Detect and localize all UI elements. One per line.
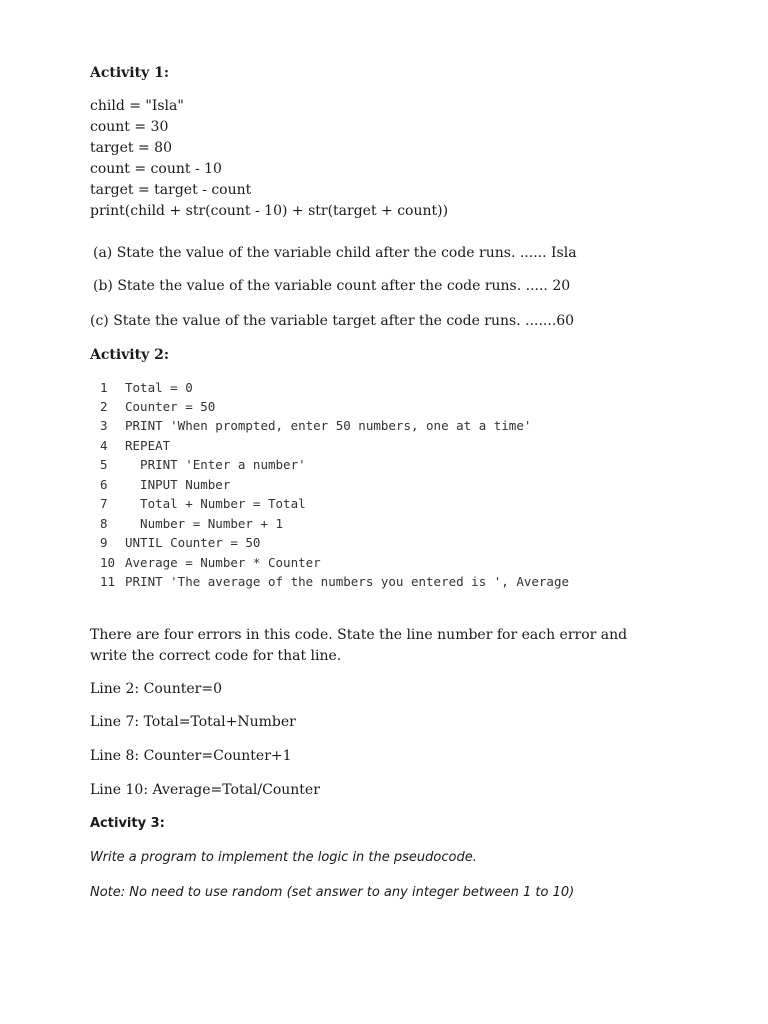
line-code: Number = Number + 1	[125, 516, 284, 531]
pseudocode-line	[100, 555, 321, 570]
pseudocode-line	[100, 457, 306, 472]
pseudocode-line	[100, 535, 260, 550]
line-code: REPEAT	[125, 438, 171, 453]
line-number: 6	[100, 477, 108, 492]
activity1-question-b: (b) State the value of the variable count after the code runs. ..... 20	[93, 278, 571, 294]
activity1-code-line: print(child + str(count - 10) + str(target + count))	[90, 203, 449, 219]
line-number: 4	[100, 438, 108, 453]
line-number: 11	[100, 574, 116, 589]
line-code: Average = Number * Counter	[125, 555, 321, 570]
activity2-answer: Line 7: Total=Total+Number	[90, 714, 296, 730]
line-number: 2	[100, 399, 108, 414]
line-number: 3	[100, 418, 108, 433]
pseudocode-line	[100, 438, 170, 453]
activity1-question-a: (a) State the value of the variable child after the code runs. ...... Isla	[93, 245, 577, 261]
pseudocode-line	[100, 477, 230, 492]
line-number: 5	[100, 457, 108, 472]
line-number: 7	[100, 496, 108, 511]
line-code: INPUT Number	[125, 477, 231, 492]
pseudocode-line	[100, 418, 531, 433]
line-number: 9	[100, 535, 108, 550]
line-code: Total = 0	[125, 380, 193, 395]
activity1-code-line: count = 30	[90, 119, 169, 135]
activity1-code-line: target = 80	[90, 140, 172, 156]
activity1-code-line: target = target - count	[90, 182, 252, 198]
activity2-answer: Line 8: Counter=Counter+1	[90, 748, 292, 764]
activity3-note: Note: No need to use random (set answer to any integer between 1 to 10)	[90, 885, 575, 900]
activity3-heading: Activity 3:	[90, 816, 165, 831]
line-number: 10	[100, 555, 116, 570]
line-code: PRINT 'When prompted, enter 50 numbers, one at a time'	[125, 418, 532, 433]
pseudocode-line	[100, 496, 306, 511]
pseudocode-line	[100, 516, 283, 531]
activity1-code-line: count = count - 10	[90, 161, 222, 177]
pseudocode-line	[100, 574, 569, 589]
pseudocode-line	[100, 380, 193, 395]
activity1-heading: Activity 1:	[90, 65, 170, 81]
activity2-answer: Line 2: Counter=0	[90, 681, 223, 697]
activity3-instruction: Write a program to implement the logic in the pseudocode.	[90, 850, 477, 865]
line-code: Counter = 50	[125, 399, 216, 414]
activity2-instruction: There are four errors in this code. State the line number for each error and write the correct code for that line.	[90, 627, 628, 664]
pseudocode-line	[100, 399, 215, 414]
line-number: 8	[100, 516, 108, 531]
line-code: Total + Number = Total	[125, 496, 306, 511]
activity1-question-c: (c) State the value of the variable target after the code runs. .......60	[90, 313, 575, 329]
line-number: 1	[100, 380, 108, 395]
line-code: PRINT 'The average of the numbers you entered is ', Average	[125, 574, 570, 589]
line-code: PRINT 'Enter a number'	[125, 457, 306, 472]
line-code: UNTIL Counter = 50	[125, 535, 261, 550]
activity1-code-line: child = "Isla"	[90, 98, 184, 114]
activity2-heading: Activity 2:	[90, 347, 170, 363]
activity2-answer: Line 10: Average=Total/Counter	[90, 782, 320, 798]
